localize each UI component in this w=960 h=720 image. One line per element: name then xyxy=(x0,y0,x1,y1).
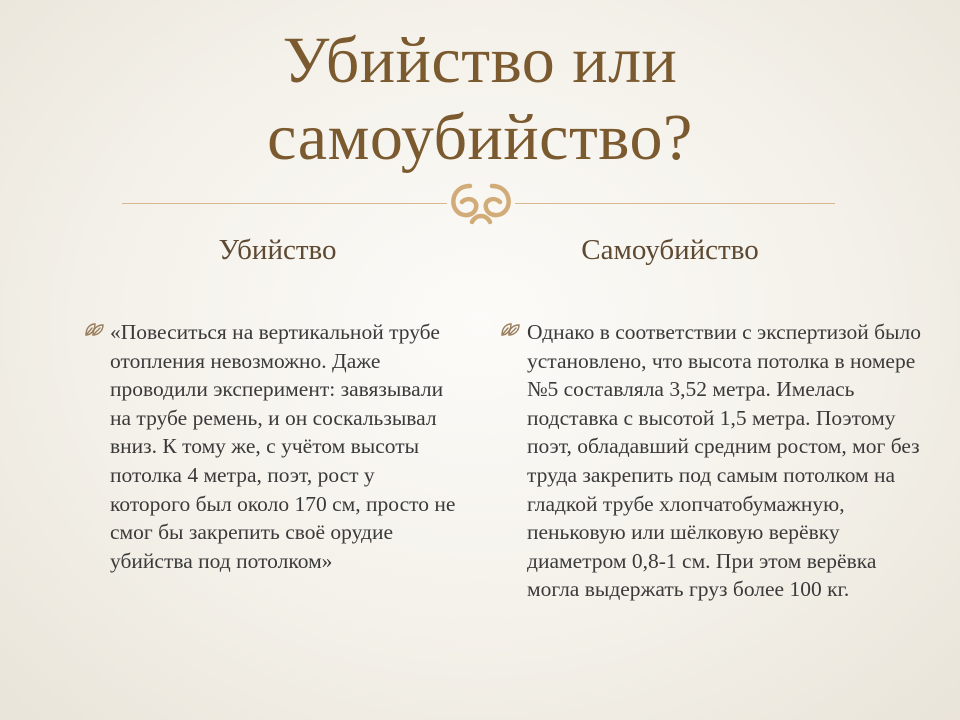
column-heading-suicide: Самоубийство xyxy=(581,234,759,266)
divider-right xyxy=(515,203,835,204)
divider-left xyxy=(122,203,447,204)
flourish-ornament-icon xyxy=(446,178,516,228)
suicide-argument-text: Однако в соответствии с экспертизой было установлено, что высота потолка в номере №5 составляла 3,52 метра. Имелась подставка с высотой 1,5 метра. Поэтому поэт, обладавший средним ростом, мог без труда закрепить под самым потолком на гладкой трубе хлопчатобумажную, пеньковую или шёлковую верёвку диаметром 0,8-1 см. При этом верёвка могла выдержать груз более 100 кг. xyxy=(527,320,921,602)
leaf-bullet-icon xyxy=(500,322,522,338)
slide-title-line-1: Убийство или xyxy=(282,24,678,97)
slide-title xyxy=(0,22,960,176)
leaf-bullet-icon xyxy=(84,322,106,338)
murder-argument-text: «Повеситься на вертикальной трубе отопления невозможно. Даже проводили эксперимент: завязывали на трубе ремень, и он соскальзывал вниз. К тому же, с учётом высоты потолка 4 метра, поэт, рост у которого был около 170 см, просто не смог бы закрепить своё орудие убийства под потолком» xyxy=(110,320,456,573)
slide-title-line-2: самоубийство? xyxy=(267,101,693,174)
column-heading-murder: Убийство xyxy=(218,234,337,266)
